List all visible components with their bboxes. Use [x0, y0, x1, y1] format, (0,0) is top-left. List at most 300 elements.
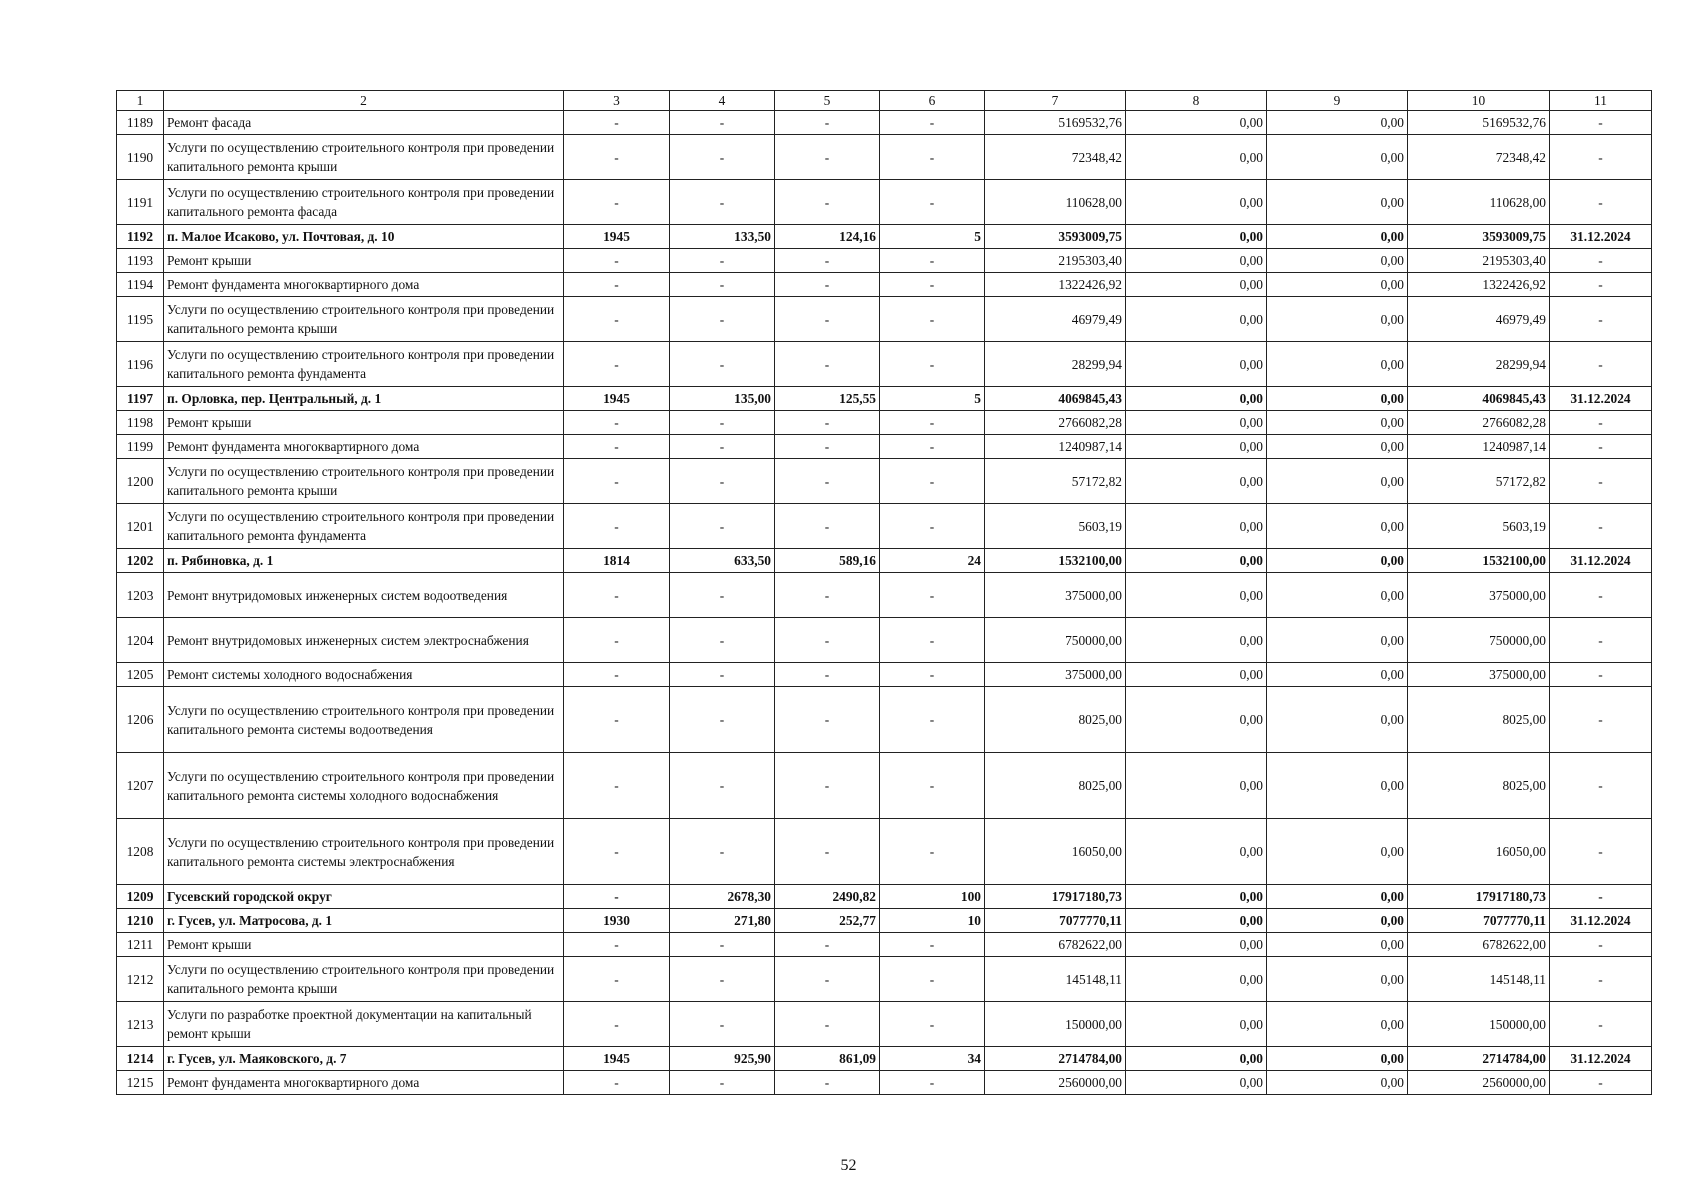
col7-cell: 16050,00 [985, 819, 1126, 885]
col11-cell: - [1550, 135, 1652, 180]
row-number-cell: 1206 [117, 687, 164, 753]
description-cell: Услуги по осуществлению строительного контроля при проведении капитального ремонта крыши [164, 297, 564, 342]
col4-cell: - [670, 663, 775, 687]
table-row [117, 459, 1652, 504]
col3-cell: - [564, 1002, 670, 1047]
col4-cell: - [670, 342, 775, 387]
description-cell: Ремонт фундамента многоквартирного дома [164, 1071, 564, 1095]
col8-cell: 0,00 [1126, 111, 1267, 135]
col8-cell: 0,00 [1126, 435, 1267, 459]
col10-cell: 1322426,92 [1408, 273, 1550, 297]
col8-cell: 0,00 [1126, 504, 1267, 549]
table-row [117, 297, 1652, 342]
col4-cell: 133,50 [670, 225, 775, 249]
col9-cell: 0,00 [1267, 225, 1408, 249]
column-header-2: 2 [164, 91, 564, 111]
col8-cell: 0,00 [1126, 249, 1267, 273]
col7-cell: 17917180,73 [985, 885, 1126, 909]
col6-cell: - [880, 819, 985, 885]
row-number-cell: 1195 [117, 297, 164, 342]
col3-cell: - [564, 435, 670, 459]
description-cell: Ремонт фундамента многоквартирного дома [164, 435, 564, 459]
table-body [117, 111, 1652, 1095]
table-row [117, 618, 1652, 663]
table-row [117, 504, 1652, 549]
col3-cell: - [564, 249, 670, 273]
col6-cell: 10 [880, 909, 985, 933]
table-header-row [117, 91, 1652, 111]
row-number-cell: 1193 [117, 249, 164, 273]
row-number-cell: 1198 [117, 411, 164, 435]
column-header-4: 4 [670, 91, 775, 111]
col6-cell: - [880, 342, 985, 387]
col10-cell: 72348,42 [1408, 135, 1550, 180]
col10-cell: 4069845,43 [1408, 387, 1550, 411]
col8-cell: 0,00 [1126, 411, 1267, 435]
col8-cell: 0,00 [1126, 342, 1267, 387]
col5-cell: - [775, 618, 880, 663]
col5-cell: - [775, 1071, 880, 1095]
col3-cell: 1945 [564, 387, 670, 411]
table-row [117, 273, 1652, 297]
row-number-cell: 1204 [117, 618, 164, 663]
col11-cell: - [1550, 1071, 1652, 1095]
col10-cell: 2195303,40 [1408, 249, 1550, 273]
description-cell: Услуги по осуществлению строительного контроля при проведении капитального ремонта крыши [164, 957, 564, 1002]
col8-cell: 0,00 [1126, 957, 1267, 1002]
col5-cell: - [775, 273, 880, 297]
col4-cell: - [670, 459, 775, 504]
col11-cell: - [1550, 1002, 1652, 1047]
col11-cell: 31.12.2024 [1550, 225, 1652, 249]
col11-cell: - [1550, 687, 1652, 753]
table-row [117, 249, 1652, 273]
col10-cell: 28299,94 [1408, 342, 1550, 387]
col6-cell: - [880, 957, 985, 1002]
col10-cell: 6782622,00 [1408, 933, 1550, 957]
col3-cell: - [564, 1071, 670, 1095]
col5-cell: 2490,82 [775, 885, 880, 909]
col10-cell: 5603,19 [1408, 504, 1550, 549]
col6-cell: - [880, 411, 985, 435]
col8-cell: 0,00 [1126, 663, 1267, 687]
col8-cell: 0,00 [1126, 819, 1267, 885]
row-number-cell: 1213 [117, 1002, 164, 1047]
col7-cell: 2195303,40 [985, 249, 1126, 273]
col4-cell: - [670, 435, 775, 459]
col10-cell: 2714784,00 [1408, 1047, 1550, 1071]
page-number: 52 [840, 1157, 857, 1174]
col9-cell: 0,00 [1267, 459, 1408, 504]
col8-cell: 0,00 [1126, 180, 1267, 225]
col6-cell: - [880, 573, 985, 618]
col11-cell: - [1550, 342, 1652, 387]
col5-cell: - [775, 459, 880, 504]
col5-cell: - [775, 411, 880, 435]
column-header-10: 10 [1408, 91, 1550, 111]
description-cell: Ремонт крыши [164, 411, 564, 435]
row-number-cell: 1202 [117, 549, 164, 573]
col5-cell: 124,16 [775, 225, 880, 249]
col5-cell: - [775, 249, 880, 273]
col9-cell: 0,00 [1267, 663, 1408, 687]
col10-cell: 16050,00 [1408, 819, 1550, 885]
col9-cell: 0,00 [1267, 909, 1408, 933]
column-header-6: 6 [880, 91, 985, 111]
description-cell: Ремонт системы холодного водоснабжения [164, 663, 564, 687]
description-cell: Ремонт внутридомовых инженерных систем электроснабжения [164, 618, 564, 663]
row-number-cell: 1211 [117, 933, 164, 957]
col7-cell: 150000,00 [985, 1002, 1126, 1047]
col5-cell: - [775, 297, 880, 342]
col3-cell: 1814 [564, 549, 670, 573]
col11-cell: - [1550, 297, 1652, 342]
col8-cell: 0,00 [1126, 909, 1267, 933]
col5-cell: - [775, 687, 880, 753]
table-row [117, 909, 1652, 933]
col5-cell: - [775, 504, 880, 549]
col6-cell: - [880, 135, 985, 180]
col8-cell: 0,00 [1126, 297, 1267, 342]
col8-cell: 0,00 [1126, 753, 1267, 819]
col6-cell: - [880, 459, 985, 504]
col7-cell: 46979,49 [985, 297, 1126, 342]
col9-cell: 0,00 [1267, 435, 1408, 459]
col10-cell: 375000,00 [1408, 663, 1550, 687]
col3-cell: - [564, 297, 670, 342]
col11-cell: 31.12.2024 [1550, 549, 1652, 573]
row-number-cell: 1200 [117, 459, 164, 504]
col7-cell: 1322426,92 [985, 273, 1126, 297]
col7-cell: 3593009,75 [985, 225, 1126, 249]
description-cell: Услуги по осуществлению строительного контроля при проведении капитального ремонта фундамента [164, 504, 564, 549]
col10-cell: 2560000,00 [1408, 1071, 1550, 1095]
table-row [117, 111, 1652, 135]
col8-cell: 0,00 [1126, 1002, 1267, 1047]
description-cell: г. Гусев, ул. Маяковского, д. 7 [164, 1047, 564, 1071]
col11-cell: - [1550, 957, 1652, 1002]
col11-cell: - [1550, 411, 1652, 435]
col6-cell: - [880, 273, 985, 297]
col5-cell: - [775, 957, 880, 1002]
row-number-cell: 1203 [117, 573, 164, 618]
col10-cell: 750000,00 [1408, 618, 1550, 663]
table-row [117, 435, 1652, 459]
col5-cell: - [775, 573, 880, 618]
col5-cell: 252,77 [775, 909, 880, 933]
col4-cell: - [670, 249, 775, 273]
col4-cell: - [670, 933, 775, 957]
table-row [117, 885, 1652, 909]
col4-cell: - [670, 819, 775, 885]
column-header-11: 11 [1550, 91, 1652, 111]
description-cell: Ремонт фундамента многоквартирного дома [164, 273, 564, 297]
col9-cell: 0,00 [1267, 885, 1408, 909]
col4-cell: - [670, 135, 775, 180]
col6-cell: - [880, 753, 985, 819]
col8-cell: 0,00 [1126, 1071, 1267, 1095]
col6-cell: 5 [880, 225, 985, 249]
col3-cell: - [564, 573, 670, 618]
col3-cell: - [564, 273, 670, 297]
col6-cell: 34 [880, 1047, 985, 1071]
col4-cell: - [670, 573, 775, 618]
row-number-cell: 1205 [117, 663, 164, 687]
row-number-cell: 1196 [117, 342, 164, 387]
col3-cell: - [564, 459, 670, 504]
col5-cell: - [775, 135, 880, 180]
table-row [117, 549, 1652, 573]
column-header-8: 8 [1126, 91, 1267, 111]
col3-cell: - [564, 411, 670, 435]
col11-cell: - [1550, 249, 1652, 273]
col7-cell: 145148,11 [985, 957, 1126, 1002]
col8-cell: 0,00 [1126, 573, 1267, 618]
col4-cell: 271,80 [670, 909, 775, 933]
col11-cell: - [1550, 573, 1652, 618]
description-cell: Гусевский городской округ [164, 885, 564, 909]
col4-cell: - [670, 411, 775, 435]
col11-cell: - [1550, 459, 1652, 504]
col9-cell: 0,00 [1267, 819, 1408, 885]
col3-cell: - [564, 885, 670, 909]
row-number-cell: 1207 [117, 753, 164, 819]
col6-cell: - [880, 663, 985, 687]
col5-cell: 589,16 [775, 549, 880, 573]
col9-cell: 0,00 [1267, 573, 1408, 618]
col4-cell: - [670, 753, 775, 819]
description-cell: Услуги по осуществлению строительного контроля при проведении капитального ремонта системы водоотведения [164, 687, 564, 753]
col8-cell: 0,00 [1126, 885, 1267, 909]
col9-cell: 0,00 [1267, 504, 1408, 549]
row-number-cell: 1214 [117, 1047, 164, 1071]
column-header-1: 1 [117, 91, 164, 111]
table-row [117, 753, 1652, 819]
row-number-cell: 1199 [117, 435, 164, 459]
table-row [117, 1047, 1652, 1071]
description-cell: Услуги по осуществлению строительного контроля при проведении капитального ремонта системы электроснабжения [164, 819, 564, 885]
col7-cell: 8025,00 [985, 753, 1126, 819]
col5-cell: 125,55 [775, 387, 880, 411]
col3-cell: - [564, 504, 670, 549]
col8-cell: 0,00 [1126, 1047, 1267, 1071]
col9-cell: 0,00 [1267, 297, 1408, 342]
col8-cell: 0,00 [1126, 687, 1267, 753]
col9-cell: 0,00 [1267, 1002, 1408, 1047]
col5-cell: 861,09 [775, 1047, 880, 1071]
row-number-cell: 1201 [117, 504, 164, 549]
table-row [117, 573, 1652, 618]
col9-cell: 0,00 [1267, 687, 1408, 753]
col4-cell: 925,90 [670, 1047, 775, 1071]
description-cell: г. Гусев, ул. Матросова, д. 1 [164, 909, 564, 933]
col3-cell: 1945 [564, 1047, 670, 1071]
col9-cell: 0,00 [1267, 1047, 1408, 1071]
col7-cell: 375000,00 [985, 663, 1126, 687]
col7-cell: 7077770,11 [985, 909, 1126, 933]
description-cell: п. Малое Исаково, ул. Почтовая, д. 10 [164, 225, 564, 249]
col10-cell: 8025,00 [1408, 753, 1550, 819]
col11-cell: - [1550, 504, 1652, 549]
col3-cell: - [564, 687, 670, 753]
col8-cell: 0,00 [1126, 387, 1267, 411]
row-number-cell: 1208 [117, 819, 164, 885]
col10-cell: 3593009,75 [1408, 225, 1550, 249]
col7-cell: 8025,00 [985, 687, 1126, 753]
table-row [117, 687, 1652, 753]
col4-cell: - [670, 687, 775, 753]
table-row [117, 225, 1652, 249]
col3-cell: - [564, 933, 670, 957]
col11-cell: - [1550, 111, 1652, 135]
row-number-cell: 1190 [117, 135, 164, 180]
col7-cell: 28299,94 [985, 342, 1126, 387]
col11-cell: - [1550, 753, 1652, 819]
col6-cell: 100 [880, 885, 985, 909]
col7-cell: 750000,00 [985, 618, 1126, 663]
col3-cell: - [564, 753, 670, 819]
col6-cell: 24 [880, 549, 985, 573]
description-cell: п. Рябиновка, д. 1 [164, 549, 564, 573]
col4-cell: - [670, 297, 775, 342]
col10-cell: 110628,00 [1408, 180, 1550, 225]
col3-cell: 1945 [564, 225, 670, 249]
col9-cell: 0,00 [1267, 135, 1408, 180]
col9-cell: 0,00 [1267, 273, 1408, 297]
description-cell: Ремонт внутридомовых инженерных систем водоотведения [164, 573, 564, 618]
col11-cell: - [1550, 933, 1652, 957]
col7-cell: 2560000,00 [985, 1071, 1126, 1095]
col4-cell: 2678,30 [670, 885, 775, 909]
col10-cell: 375000,00 [1408, 573, 1550, 618]
description-cell: Ремонт крыши [164, 933, 564, 957]
col9-cell: 0,00 [1267, 753, 1408, 819]
col9-cell: 0,00 [1267, 387, 1408, 411]
col6-cell: - [880, 435, 985, 459]
col10-cell: 1240987,14 [1408, 435, 1550, 459]
col6-cell: - [880, 687, 985, 753]
col5-cell: - [775, 753, 880, 819]
col7-cell: 4069845,43 [985, 387, 1126, 411]
col7-cell: 1532100,00 [985, 549, 1126, 573]
description-cell: Услуги по осуществлению строительного контроля при проведении капитального ремонта фасада [164, 180, 564, 225]
table-row [117, 1002, 1652, 1047]
col11-cell: 31.12.2024 [1550, 909, 1652, 933]
col4-cell: - [670, 1071, 775, 1095]
col3-cell: - [564, 342, 670, 387]
col8-cell: 0,00 [1126, 549, 1267, 573]
col10-cell: 8025,00 [1408, 687, 1550, 753]
col11-cell: - [1550, 180, 1652, 225]
col6-cell: - [880, 1071, 985, 1095]
col7-cell: 1240987,14 [985, 435, 1126, 459]
col3-cell: - [564, 819, 670, 885]
description-cell: Ремонт крыши [164, 249, 564, 273]
col3-cell: 1930 [564, 909, 670, 933]
col9-cell: 0,00 [1267, 411, 1408, 435]
col4-cell: 633,50 [670, 549, 775, 573]
col11-cell: - [1550, 663, 1652, 687]
description-cell: Услуги по осуществлению строительного контроля при проведении капитального ремонта системы холодного водоснабжения [164, 753, 564, 819]
description-cell: Услуги по осуществлению строительного контроля при проведении капитального ремонта фундамента [164, 342, 564, 387]
col9-cell: 0,00 [1267, 249, 1408, 273]
col10-cell: 57172,82 [1408, 459, 1550, 504]
col7-cell: 110628,00 [985, 180, 1126, 225]
column-header-9: 9 [1267, 91, 1408, 111]
col10-cell: 1532100,00 [1408, 549, 1550, 573]
col6-cell: - [880, 249, 985, 273]
col8-cell: 0,00 [1126, 225, 1267, 249]
col8-cell: 0,00 [1126, 933, 1267, 957]
row-number-cell: 1210 [117, 909, 164, 933]
col6-cell: - [880, 297, 985, 342]
col8-cell: 0,00 [1126, 135, 1267, 180]
col7-cell: 2766082,28 [985, 411, 1126, 435]
column-header-3: 3 [564, 91, 670, 111]
row-number-cell: 1215 [117, 1071, 164, 1095]
col3-cell: - [564, 135, 670, 180]
col6-cell: - [880, 618, 985, 663]
col3-cell: - [564, 663, 670, 687]
col5-cell: - [775, 933, 880, 957]
col10-cell: 7077770,11 [1408, 909, 1550, 933]
row-number-cell: 1212 [117, 957, 164, 1002]
col4-cell: - [670, 180, 775, 225]
col4-cell: 135,00 [670, 387, 775, 411]
col10-cell: 46979,49 [1408, 297, 1550, 342]
col5-cell: - [775, 435, 880, 459]
col6-cell: - [880, 1002, 985, 1047]
row-number-cell: 1191 [117, 180, 164, 225]
col5-cell: - [775, 819, 880, 885]
col11-cell: - [1550, 618, 1652, 663]
col11-cell: 31.12.2024 [1550, 387, 1652, 411]
col7-cell: 5603,19 [985, 504, 1126, 549]
col4-cell: - [670, 111, 775, 135]
row-number-cell: 1192 [117, 225, 164, 249]
col7-cell: 6782622,00 [985, 933, 1126, 957]
column-header-7: 7 [985, 91, 1126, 111]
row-number-cell: 1209 [117, 885, 164, 909]
col9-cell: 0,00 [1267, 180, 1408, 225]
col9-cell: 0,00 [1267, 111, 1408, 135]
col10-cell: 145148,11 [1408, 957, 1550, 1002]
col7-cell: 72348,42 [985, 135, 1126, 180]
col4-cell: - [670, 618, 775, 663]
description-cell: п. Орловка, пер. Центральный, д. 1 [164, 387, 564, 411]
col4-cell: - [670, 273, 775, 297]
table-row [117, 819, 1652, 885]
col9-cell: 0,00 [1267, 1071, 1408, 1095]
col5-cell: - [775, 663, 880, 687]
col3-cell: - [564, 111, 670, 135]
col6-cell: - [880, 933, 985, 957]
col8-cell: 0,00 [1126, 459, 1267, 504]
col6-cell: - [880, 180, 985, 225]
table-row [117, 135, 1652, 180]
col7-cell: 2714784,00 [985, 1047, 1126, 1071]
col6-cell: 5 [880, 387, 985, 411]
col9-cell: 0,00 [1267, 618, 1408, 663]
table-row [117, 180, 1652, 225]
col7-cell: 375000,00 [985, 573, 1126, 618]
column-header-5: 5 [775, 91, 880, 111]
col6-cell: - [880, 504, 985, 549]
col4-cell: - [670, 1002, 775, 1047]
table-row [117, 411, 1652, 435]
col7-cell: 5169532,76 [985, 111, 1126, 135]
table-row [117, 663, 1652, 687]
